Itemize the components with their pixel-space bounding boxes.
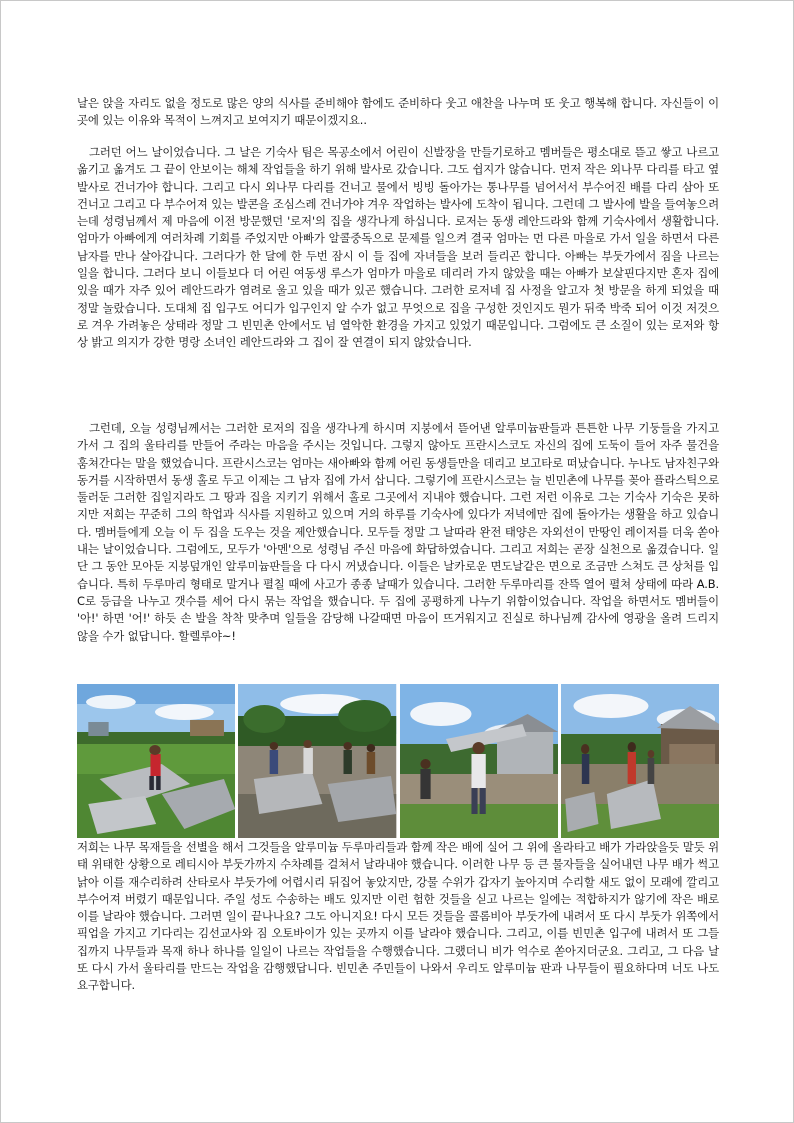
photo-workers-group bbox=[238, 684, 396, 838]
paragraph-fence-work bbox=[77, 420, 719, 645]
photo-aluminum-sheets-grass bbox=[77, 684, 235, 838]
photo-strip bbox=[77, 684, 719, 838]
paragraph-boat-transport bbox=[77, 839, 719, 995]
paragraph-text: 그러던 어느 날이었습니다. 그 날은 기숙사 팀은 목공소에서 어린이 신발장을 만들기로하고 멤버들은 평소대로 뜯고 쌓고 나르고 옮기고 옮겨도 그 끝이 안보이는 해체 작업들을 하기 위해 발사로 갔습니다. 그도 쉽지가 않습니다. 먼저 작은 외나무 다리를 타고 옆 발사로 건너가야 합니다. 그리고 다시 외나무 다리를 건너고 물에서 빙빙 돌아가는 통나무를 넘어서서 부수어진 배를 다리 삼아 또 건너고 그리고 다 부수어져 있는 발콘을 조심스레 건너가야 겨우 작업하는 발사에 도착이 됩니다. 그런데 그 발사에 발을 들여놓으려는데 성령님께서 제 마음에 이전 방문했던 '로저'의 집을 생각나게 하십니다. 로저는 동생 레안드라와 함께 기숙사에서 생활합니다. 엄마가 아빠에게 여러차례 기회를 주었지만 아빠가 알콜중독으로 문제를 일으켜 결국 엄마는 먼 다른 마을로 가서 일을 하면서 다른 남자를 만나 살아갑니다. 그러다가 한 달에 한 두번 잠시 이 들 집에 자녀들을 보러 들리곤 합니다. 아빠는 부둣가에서 짐을 나르는 일을 합니다. 그러다 보니 이들보다 더 어린 여동생 루스가 엄마가 마을로 데리러 가지 않았을 때는 아빠가 보살핀다지만 혼자 집에 있을 때가 자주 있어 레안드라가 염려로 울고 있을 때가 있곤 했습니다. 그러한 로저네 집 사정을 알고자 첫 방문을 하게 되었을 때 정말 놀랐습니다. 도대체 집 입구도 어디가 입구인지 알 수가 없고 무엇으로 집을 구성한 것인지도 뭔가 뒤죽 박죽 되어 이것 저것으로 겨우 가려놓은 상태라 정말 그 빈민촌 안에서도 넘 열악한 환경을 가지고 있었기 때문입니다. 그럼에도 큰 소질이 있는 로저와 항상 밝고 의지가 강한 명랑 소녀인 레안드라와 그 집이 잘 연결이 되지 않았습니다. bbox=[77, 145, 719, 350]
photo-carrying-sheet bbox=[400, 684, 558, 838]
photo-house-fence bbox=[561, 684, 719, 838]
paragraph-text: 날은 앉을 자리도 없을 정도로 많은 양의 식사를 준비해야 함에도 준비하다 웃고 애찬을 나누며 또 웃고 행복해 합니다. 자신들이 이곳에 있는 이유와 목적이 느껴지고 보여지기 때문이겠지요.. bbox=[77, 96, 719, 128]
paragraph-text: 저희는 나무 목재들을 선별을 해서 그것들을 알루미늄 두루마리들과 함께 작은 배에 실어 그 위에 올라타고 배가 가라앉을듯 말듯 위태 위태한 상황으로 레티시아 부둣가까지 수차례를 걸쳐서 날라내야 했습니다. 이러한 나무 등 큰 물자들을 실어내던 나무 배가 썩고 낡아 이를 재수리하려 산타로사 부둣가에 어렵시리 뒤집어 놓았지만, 강물 수위가 갑자기 높아지며 수리할 새도 없이 모래에 깔리고 부수어져 버렸기 때문입니다. 주일 성도 수송하는 배도 있지만 이런 험한 것들을 싣고 나르는 일에는 적합하지가 않기에 작은 배로 이를 날라야 했습니다. 그러면 일이 끝나나요? 그도 아니지요! 다시 모든 것들을 콜롬비아 부둣가에 내려서 또 다시 부둣가 위쪽에서 픽업을 가지고 기다리는 김선교사와 짐 오토바이가 있는 곳까지 이를 날라야 했습니다. 그리고, 이를 빈민촌 입구에 내려서 또 그들 집까지 나무들과 목재 하나 하나를 일일이 나르는 작업들을 수행했습니다. 그랬더니 비가 억수로 쏟아지더군요. 그리고, 그 다음 날 또 다시 가서 울타리를 만드는 작업을 감행했답니다. 빈민촌 주민들이 나와서 우리도 알루미늄 판과 나무들이 필요하다며 너도 나도 요구합니다. bbox=[77, 840, 719, 993]
paragraph-continuation bbox=[77, 95, 719, 130]
paragraph-text: 그런데, 오늘 성령님께서는 그러한 로저의 집을 생각나게 하시며 지붕에서 뜯어낸 알루미늄판들과 튼튼한 나무 기둥들을 가지고 가서 그 집의 울타리를 만들어 주라는 마음을 주시는 것입니다. 그렇지 않아도 프란시스코도 자신의 집에 도둑이 들어 자주 물건을 훔쳐간다는 말을 했었습니다. 프란시스코는 엄마는 새아빠와 함께 어린 동생들만을 데리고 보고타로 떠났습니다. 누나도 남자친구와 동거를 시작하면서 동생 홀로 두고 이제는 그 남자 집에 가서 삽니다. 그렇기에 프란시스코는 늘 빈민촌에 나무를 꽂아 플라스틱으로 둘러둔 그러한 집일지라도 그 땅과 집을 지키기 위해서 홀로 그곳에서 지내야 했습니다. 그런 저런 이유로 그는 기숙사 기숙은 못하지만 저희는 꾸준히 그의 학업과 식사를 지원하고 있으며 거의 하루를 기숙사에 있다가 저녁에만 집에 돌아가는 생활을 하고 있습니다. 멤버들에게 오늘 이 두 집을 도우는 것을 제안했습니다. 모두들 정말 그 날따라 완전 태양은 자외선이 만땅인 레이저를 더욱 쏟아내는 날이었습니다. 그럼에도, 모두가 '아멘'으로 성령님 주신 마음에 화답하였습니다. 그리고 저희는 곧장 실천으로 옮겼습니다. 일단 그 동안 모아둔 지붕덮개인 알루미늄판들을 다 다시 꺼냈습니다. 이들은 날카로운 면도날같은 면으로 조금만 스쳐도 큰 상처를 입습니다. 특히 두루마리 형태로 말거나 펼칠 때에 사고가 종종 날때가 있습니다. 그러한 두루마리를 잔뜩 열어 펼쳐 상태에 따라 A.B.C로 등급을 나누고 갯수를 세어 다시 묶는 작업을 했습니다. 두 집에 공평하게 나누기 위함이었습니다. 작업을 하면서도 멤버들이 '아!' 하면 '어!' 하듯 손 발을 착착 맞추며 일들을 감당해 나갈때면 마음이 뜨거워지고 진실로 하나님께 감사에 영광을 올려 드리지 않을 수가 없답니다. 할렐루야~! bbox=[77, 421, 719, 643]
paragraph-roger-house bbox=[77, 144, 719, 352]
